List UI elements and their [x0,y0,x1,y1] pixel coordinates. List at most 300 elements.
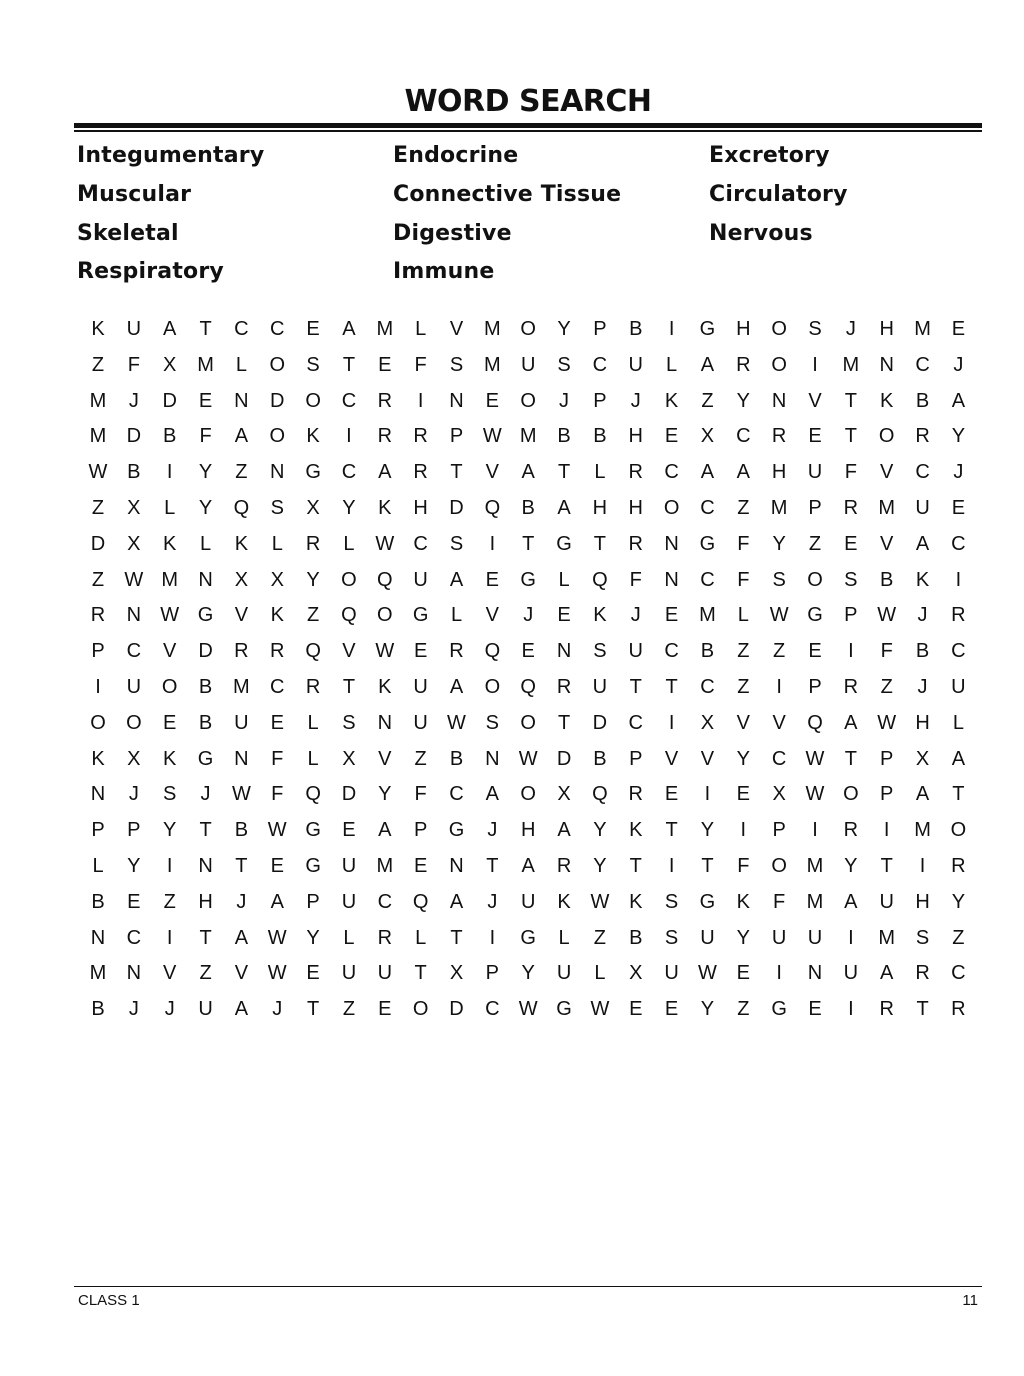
grid-letter: T [844,425,857,448]
grid-letter: W [124,568,144,591]
grid-letter: E [521,640,535,663]
grid-letter: Q [592,568,608,591]
grid-letter: D [592,711,608,734]
grid-letter: R [951,998,966,1021]
grid-letter: E [342,819,356,842]
grid-letter: R [628,783,643,806]
grid-letter: J [917,676,928,698]
grid-letter: C [664,640,679,663]
grid-letter: I [166,926,173,949]
grid-letter: U [556,962,572,985]
grid-letter: R [843,819,859,842]
grid-letter: E [664,425,679,448]
grid-letter: I [489,532,496,555]
grid-letter: F [737,532,750,555]
grid-letter: Q [484,497,501,519]
grid-letter: Y [700,819,715,842]
grid-letter: O [305,389,321,412]
grid-letter: H [879,318,894,340]
grid-letter: N [449,389,464,412]
grid-letter: T [880,855,893,877]
grid-letter: X [127,747,141,770]
grid-letter: H [592,497,608,519]
grid-letter: E [270,855,284,877]
grid-letter: W [805,747,825,770]
grid-letter: N [879,353,894,376]
grid-letter: G [305,461,321,484]
grid-letter: U [341,962,357,985]
grid-letter: N [449,855,464,877]
grid-letter: Y [736,926,750,949]
grid-letter: L [307,711,319,734]
grid-letter: U [413,676,428,698]
grid-letter: Q [341,604,357,627]
grid-letter: R [628,461,643,484]
grid-letter: J [845,318,856,340]
grid-letter: I [848,926,854,949]
title-rule-thin [74,130,982,132]
grid-letter: X [700,711,715,734]
grid-letter: W [518,747,538,770]
grid-letter: W [88,461,108,484]
grid-letter: L [666,353,678,376]
grid-letter: C [700,568,715,591]
grid-letter: A [951,389,966,412]
grid-letter: U [341,890,357,913]
grid-letter: L [415,926,427,949]
grid-letter: P [306,890,320,913]
grid-letter: Q [592,783,608,806]
grid-letter: F [773,890,786,913]
grid-letter: L [199,532,212,555]
grid-letter: T [665,676,678,698]
grid-letter: D [341,783,357,806]
grid-letter: A [521,461,535,484]
grid-letter: J [559,389,570,412]
grid-letter: M [89,389,107,412]
grid-letter: R [736,353,751,376]
word-list-item: Skeletal [77,221,179,246]
grid-letter: Q [484,640,501,663]
grid-letter: F [737,568,750,591]
grid-letter: S [593,640,607,663]
grid-letter: Z [773,640,786,663]
grid-letter: D [556,747,572,770]
grid-letter: L [307,747,319,770]
grid-letter: T [199,819,212,842]
grid-letter: Q [807,711,823,734]
grid-letter: D [449,497,464,519]
grid-letter: X [306,497,320,519]
grid-letter: Z [91,353,105,376]
grid-letter: V [485,604,500,627]
grid-letter: O [771,855,787,877]
grid-letter: K [91,747,105,770]
grid-letter: M [914,819,931,842]
grid-letter: V [700,747,715,770]
grid-letter: Y [521,962,535,985]
grid-letter: M [914,318,931,340]
grid-letter: U [879,890,894,913]
grid-letter: R [556,855,572,877]
grid-letter: R [305,676,321,698]
grid-letter: X [700,425,715,448]
grid-letter: R [377,425,393,448]
grid-letter: Z [880,676,893,698]
grid-letter: J [128,783,139,806]
grid-letter: O [878,425,895,448]
grid-letter: K [664,389,679,412]
grid-letter: B [629,926,643,949]
grid-letter: M [161,568,179,591]
grid-letter: C [951,532,966,555]
grid-letter: M [89,962,107,985]
grid-letter: E [951,497,966,519]
grid-letter: A [880,962,894,985]
word-list-item: Circulatory [709,182,848,207]
grid-letter: Q [520,676,536,698]
grid-letter: Q [305,640,321,663]
grid-letter: N [556,640,572,663]
grid-letter: S [557,353,571,376]
grid-letter: O [126,711,142,734]
grid-letter: G [556,998,572,1021]
grid-letter: M [806,890,824,913]
grid-letter: U [700,926,715,949]
grid-letter: E [163,711,177,734]
grid-letter: A [342,318,356,340]
word-list-item: Respiratory [77,259,224,284]
grid-letter: B [91,998,105,1021]
grid-letter: A [700,461,715,484]
grid-letter: O [520,389,536,412]
grid-letter: W [769,604,789,627]
grid-letter: S [485,711,500,734]
grid-letter: C [700,497,715,519]
grid-letter: Y [378,783,392,806]
grid-letter: P [808,676,822,698]
grid-letter: L [343,532,355,555]
grid-letter: E [844,532,858,555]
grid-letter: O [341,568,357,591]
grid-letter: T [486,855,499,877]
grid-letter: M [89,425,107,448]
grid-letter: U [592,676,608,698]
grid-letter: H [628,497,643,519]
grid-letter: T [235,855,248,877]
grid-letter: A [844,890,858,913]
grid-letter: W [590,998,610,1021]
grid-letter: G [556,532,572,555]
grid-letter: U [341,855,357,877]
grid-letter: R [951,855,966,877]
grid-letter: T [414,962,427,985]
grid-letter: B [198,676,213,698]
grid-letter: L [594,461,606,484]
grid-letter: Y [736,389,750,412]
grid-letter: U [413,711,428,734]
grid-letter: T [306,998,320,1021]
grid-letter: N [90,926,106,949]
grid-letter: E [198,389,213,412]
grid-letter: S [844,568,858,591]
grid-letter: E [306,318,320,340]
grid-letter: P [593,389,607,412]
grid-letter: U [951,676,966,698]
grid-letter: H [198,890,213,913]
grid-letter: T [450,926,463,949]
grid-letter: H [771,461,787,484]
grid-letter: K [378,497,392,519]
grid-letter: T [557,711,571,734]
word-list-item: Immune [393,259,495,284]
grid-letter: E [951,318,966,340]
grid-letter: E [413,640,428,663]
grid-letter: H [915,890,930,913]
grid-letter: T [593,532,606,555]
grid-letter: G [807,604,823,627]
grid-letter: O [520,711,536,734]
grid-letter: V [163,640,177,663]
grid-letter: I [848,998,854,1021]
grid-letter: N [270,461,285,484]
grid-letter: N [198,855,213,877]
grid-letter: I [95,676,101,698]
grid-letter: P [629,747,643,770]
grid-letter: H [413,497,428,519]
grid-letter: P [593,318,607,340]
grid-letter: V [736,711,750,734]
grid-letter: V [880,532,894,555]
grid-letter: Y [163,819,177,842]
grid-letter: P [772,819,786,842]
grid-letter: D [162,389,177,412]
grid-letter: I [346,425,352,448]
grid-letter: Z [737,998,750,1021]
grid-letter: C [341,389,357,412]
grid-letter: E [736,962,750,985]
grid-letter: B [198,711,213,734]
grid-letter: U [126,676,142,698]
grid-letter: X [915,747,930,770]
grid-letter: B [593,425,607,448]
grid-letter: I [812,819,818,842]
grid-letter: C [485,998,500,1021]
grid-letter: Q [412,890,429,913]
grid-letter: K [736,890,750,913]
grid-letter: X [342,747,356,770]
grid-letter: U [843,962,859,985]
grid-letter: Y [772,532,786,555]
grid-letter: T [952,783,965,806]
grid-letter: O [269,353,286,376]
grid-letter: N [771,389,787,412]
grid-letter: T [557,461,571,484]
word-list-item: Endocrine [393,143,519,168]
grid-letter: N [90,783,106,806]
grid-letter: A [449,676,464,698]
grid-letter: Z [414,747,427,770]
grid-letter: V [449,318,464,340]
grid-letter: O [520,318,536,340]
grid-letter: H [915,711,930,734]
grid-letter: J [523,604,534,627]
grid-letter: X [629,962,643,985]
grid-letter: B [915,389,930,412]
grid-letter: Z [808,532,822,555]
grid-letter: K [378,676,392,698]
grid-letter: C [915,353,930,376]
grid-letter: P [127,819,141,842]
grid-letter: T [629,676,642,698]
grid-letter: Z [199,962,212,985]
grid-letter: T [629,855,642,877]
grid-letter: N [664,532,679,555]
grid-letter: C [234,318,249,340]
grid-letter: E [413,855,428,877]
grid-letter: V [664,747,679,770]
grid-letter: R [915,425,930,448]
grid-letter: B [163,425,177,448]
grid-letter: R [377,389,393,412]
grid-letter: M [484,318,501,340]
grid-letter: O [484,676,501,698]
grid-letter: X [557,783,571,806]
grid-letter: A [234,425,249,448]
grid-letter: A [449,568,464,591]
word-list-item: Nervous [709,221,813,246]
grid-letter: C [664,461,679,484]
grid-letter: V [808,389,822,412]
grid-letter: H [736,318,751,340]
grid-letter: I [955,568,962,591]
grid-letter: P [449,425,464,448]
grid-letter: B [127,461,141,484]
grid-letter: J [630,389,641,412]
grid-letter: I [919,855,926,877]
grid-letter: G [520,568,536,591]
grid-letter: B [700,640,715,663]
grid-letter: L [594,962,606,985]
grid-letter: L [558,568,570,591]
grid-letter: N [234,747,249,770]
grid-letter: F [414,783,427,806]
grid-letter: Z [737,676,750,698]
grid-letter: A [915,783,930,806]
grid-letter: E [736,783,750,806]
grid-letter: K [557,890,571,913]
grid-letter: Z [342,998,356,1021]
grid-letter: Y [342,497,356,519]
grid-letter: W [877,604,897,627]
grid-letter: O [412,998,429,1021]
grid-letter: C [270,318,285,340]
grid-letter: L [737,604,749,627]
grid-letter: A [915,532,930,555]
grid-letter: M [806,855,824,877]
grid-letter: T [665,819,678,842]
grid-letter: W [447,711,466,734]
grid-letter: C [126,640,142,663]
grid-letter: W [267,819,287,842]
grid-letter: J [953,461,964,484]
grid-letter: M [842,353,860,376]
grid-letter: A [557,819,571,842]
grid-letter: L [92,855,104,877]
grid-letter: Z [701,389,714,412]
grid-letter: E [485,389,500,412]
grid-letter: K [593,604,607,627]
footer-class-label: CLASS 1 [78,1292,140,1309]
grid-letter: R [449,640,464,663]
grid-letter: F [414,353,427,376]
grid-letter: D [449,998,464,1021]
grid-letter: S [163,783,177,806]
page-number: 11 [962,1292,978,1309]
grid-letter: Y [127,855,141,877]
grid-letter: K [880,389,894,412]
grid-letter: C [377,890,393,913]
grid-letter: E [664,998,679,1021]
grid-letter: N [234,389,249,412]
grid-letter: C [736,425,751,448]
grid-letter: J [128,998,139,1021]
grid-letter: D [90,532,106,555]
grid-letter: X [163,353,177,376]
grid-letter: F [271,783,284,806]
grid-letter: E [485,568,500,591]
grid-letter: F [737,855,750,877]
grid-letter: U [234,711,249,734]
grid-letter: U [628,640,643,663]
grid-letter: I [417,389,424,412]
grid-letter: V [234,604,249,627]
grid-letter: L [235,353,247,376]
grid-letter: C [126,926,142,949]
grid-letter: O [269,425,286,448]
grid-letter: J [128,389,139,412]
grid-letter: U [413,568,428,591]
grid-letter: L [450,604,463,627]
grid-letter: Z [737,497,750,519]
grid-letter: C [592,353,608,376]
grid-letter: S [772,568,786,591]
grid-letter: Y [593,819,607,842]
grid-letter: W [267,962,287,985]
grid-letter: E [127,890,141,913]
grid-letter: K [629,819,643,842]
grid-letter: R [305,532,321,555]
grid-letter: M [376,855,394,877]
grid-letter: H [520,819,536,842]
grid-letter: V [485,461,500,484]
grid-letter: U [520,890,536,913]
grid-letter: E [808,425,822,448]
grid-letter: O [377,604,393,627]
page-title: WORD SEARCH [404,84,652,119]
word-list-item: Connective Tissue [393,182,622,207]
grid-letter: X [772,783,786,806]
grid-letter: B [521,497,535,519]
grid-letter: E [664,604,679,627]
grid-letter: J [953,353,964,376]
grid-letter: I [489,926,496,949]
grid-letter: T [916,998,929,1021]
grid-letter: U [520,353,536,376]
grid-letter: Z [952,926,965,949]
grid-letter: V [378,747,392,770]
grid-letter: M [484,353,501,376]
